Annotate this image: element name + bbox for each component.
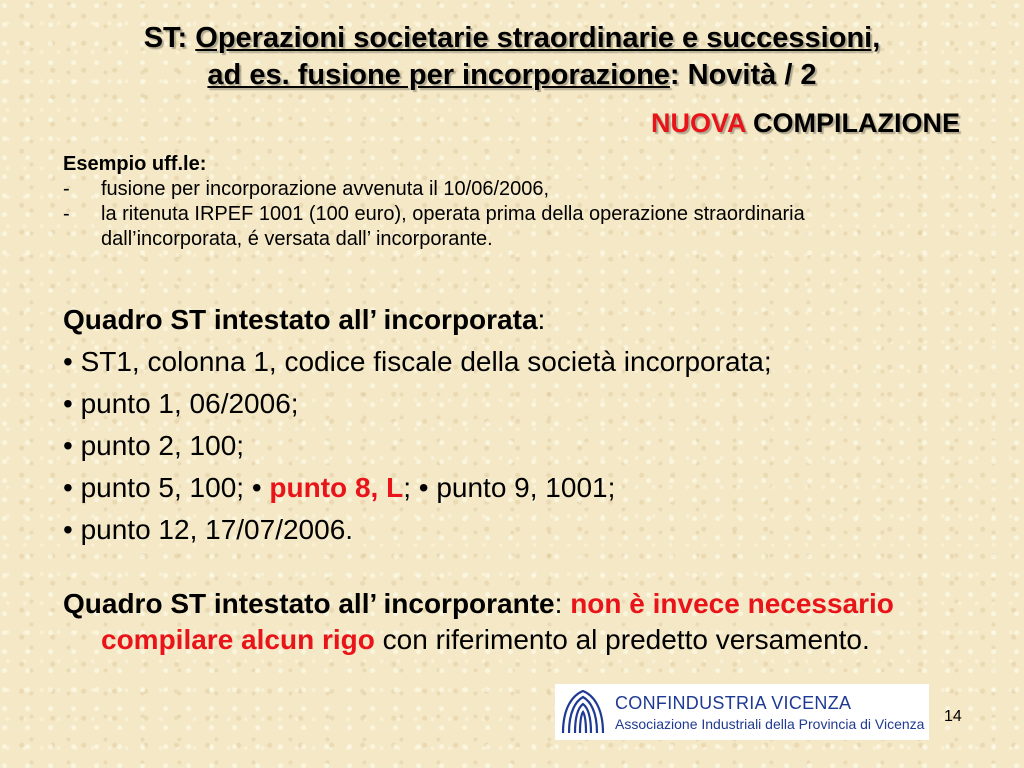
- subtitle-red: NUOVA: [651, 108, 746, 138]
- quadro-incorporata-title: Quadro ST intestato all’ incorporata: [63, 304, 538, 335]
- punto-8-highlight: punto 8, L: [269, 472, 404, 503]
- quadro-incorporante-rest: con riferimento al predetto versamento.: [374, 624, 870, 655]
- bullet-line: • ST1, colonna 1, codice fiscale della società incorporata;: [63, 346, 772, 377]
- title-underlined-2: ad es. fusione per incorporazione: [207, 59, 670, 91]
- title-underlined-1: Operazioni societarie straordinarie e successioni,: [195, 22, 881, 54]
- logo-line-2: Associazione Industriali della Provincia di Vicenza: [615, 715, 925, 732]
- bullet-line-part-b: ; • punto 9, 1001;: [403, 472, 616, 503]
- bullet-line: • punto 12, 17/07/2006.: [63, 514, 354, 545]
- quadro-incorporante-colon: :: [554, 588, 571, 619]
- example-item: [63, 177, 943, 202]
- quadro-incorporante-section: [63, 586, 981, 658]
- bullet-line: • punto 1, 06/2006;: [63, 388, 299, 419]
- example-item-text: la ritenuta IRPEF 1001 (100 euro), operata prima della operazione straordinaria dall’incorporata, é versata dall’ incorporante.: [101, 203, 805, 250]
- title-suffix: : Novità / 2: [669, 59, 817, 91]
- confindustria-logo-icon: [559, 687, 607, 737]
- confindustria-logo: [555, 684, 929, 740]
- title-prefix: ST:: [143, 22, 196, 54]
- dash-mark: -: [63, 178, 70, 200]
- example-item: [63, 202, 943, 252]
- subtitle-black: COMPILAZIONE: [745, 108, 960, 138]
- quadro-incorporante-highlight: non è invece necessario compilare alcun rigo: [101, 588, 894, 655]
- example-item-text: fusione per incorporazione avvenuta il 10/06/2006,: [101, 178, 550, 200]
- quadro-incorporante-title: Quadro ST intestato all’ incorporante: [63, 588, 555, 619]
- bullet-line-part-a: • punto 5, 100; •: [63, 472, 270, 503]
- quadro-incorporata-heading: [63, 299, 943, 341]
- logo-line-1: CONFINDUSTRIA VICENZA: [615, 692, 852, 713]
- quadro-incorporata-section: [63, 299, 943, 551]
- dash-mark: -: [63, 203, 70, 225]
- slide-subtitle: [651, 108, 960, 139]
- quadro-incorporata-colon: :: [537, 304, 546, 335]
- example-section: [63, 152, 943, 252]
- bullet-line: [63, 467, 943, 509]
- bullet-line: • punto 2, 100;: [63, 430, 245, 461]
- logo-text: [615, 693, 924, 732]
- example-heading: Esempio uff.le:: [63, 153, 207, 175]
- slide-title: [0, 20, 1024, 94]
- page-number: 14: [944, 708, 962, 725]
